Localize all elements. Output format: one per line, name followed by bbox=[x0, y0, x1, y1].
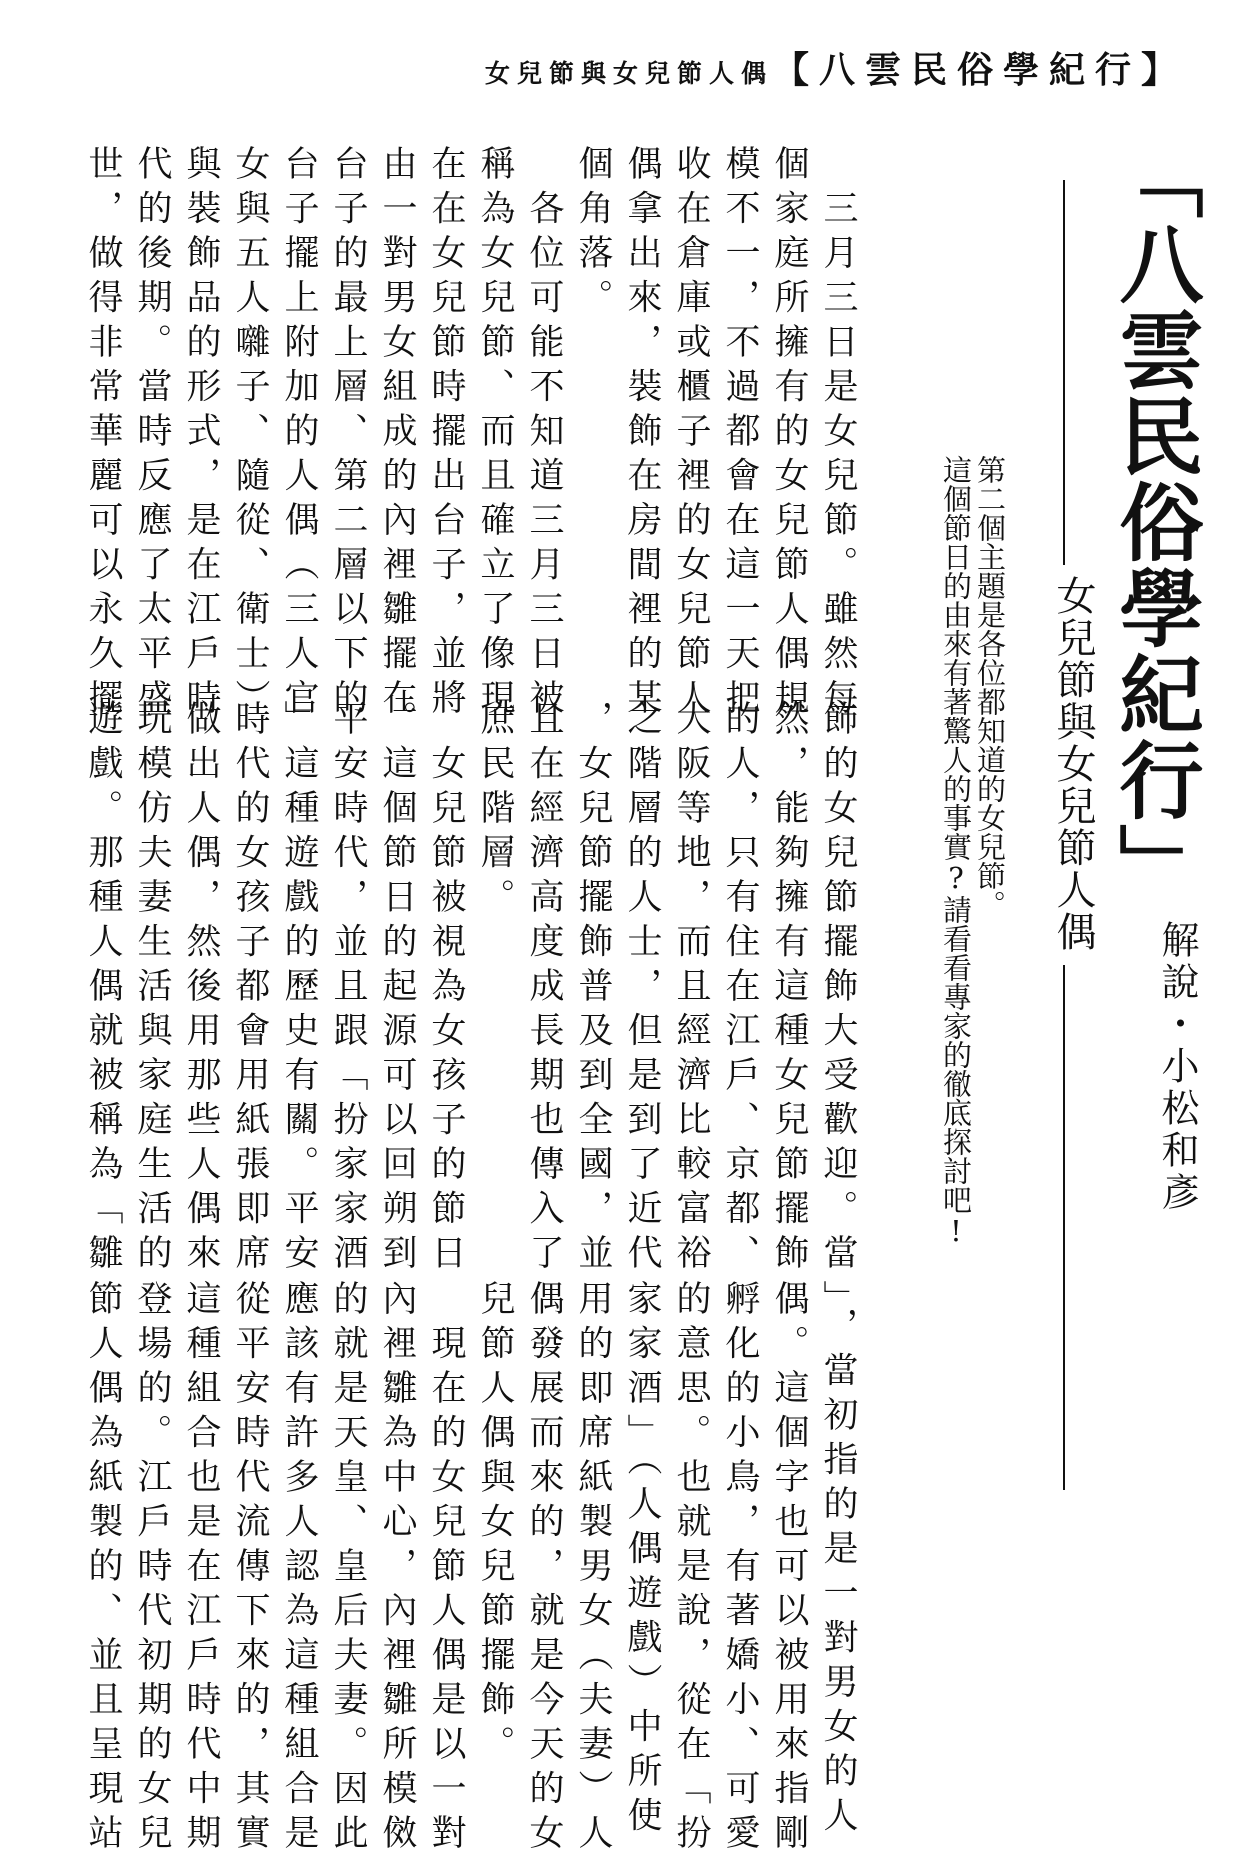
body-column: 收在倉庫或櫃子裡的女兒節人 bbox=[671, 145, 711, 724]
body-column: 現在的女兒節人偶是以一對 bbox=[426, 1280, 466, 1859]
body-column: 三月三日是女兒節。雖然每 bbox=[818, 145, 858, 724]
body-column: 女兒節被視為女孩子的節日 bbox=[426, 700, 466, 1279]
body-column: 內裡雛為中心，內裡雛所模傚 bbox=[377, 1280, 417, 1859]
author-byline: 解說・小松和彥 bbox=[1155, 920, 1199, 1214]
body-column: 且在經濟高度成長期也傳入了 bbox=[524, 700, 564, 1279]
body-block-top bbox=[78, 145, 862, 724]
body-column: 從平安時代流傳下來的，其實 bbox=[230, 1280, 270, 1859]
body-column: 的就是天皇、皇后夫妻。因此 bbox=[328, 1280, 368, 1859]
body-column: 這種組合也是在江戶時代中期 bbox=[181, 1280, 221, 1859]
body-column: 節人偶為紙製的、並且呈現站 bbox=[83, 1280, 123, 1859]
body-column: 飾的女兒節擺飾大受歡迎。當 bbox=[818, 700, 858, 1279]
body-column: ，女兒節擺飾普及到全國，並 bbox=[573, 700, 613, 1279]
body-column: 各位可能不知道三月三日被 bbox=[524, 145, 564, 724]
series-title: 【八雲民俗學紀行】 bbox=[772, 49, 1187, 91]
body-column: 個家庭所擁有的女兒節人偶規 bbox=[769, 145, 809, 724]
body-column: 玩模仿夫妻生活與家庭生活的 bbox=[132, 700, 172, 1279]
body-column: 」，當初指的是一對男女的人 bbox=[818, 1280, 858, 1841]
lead-paragraph bbox=[939, 455, 1007, 1248]
body-column: 家家酒」（人偶遊戲）中所使 bbox=[622, 1280, 662, 1841]
body-column: 個角落。 bbox=[573, 145, 613, 323]
body-column: 偶發展而來的，就是今天的女 bbox=[524, 1280, 564, 1859]
lead-line-2: 這個節日的由來有著驚人的事實?請看看專家的徹底探討吧! bbox=[939, 455, 973, 1248]
body-column: 然，能夠擁有這種女兒節擺飾 bbox=[769, 700, 809, 1279]
body-column: 的人，只有住在江戶、京都、 bbox=[720, 700, 760, 1279]
body-column: 兒節人偶與女兒節擺飾。 bbox=[475, 1280, 515, 1770]
subtitle-rule-bottom bbox=[1063, 965, 1065, 1490]
body-column: 偶。這個字也可以被用來指剛 bbox=[769, 1280, 809, 1859]
body-column: 孵化的小鳥，有著嬌小、可愛 bbox=[720, 1280, 760, 1859]
body-block-bottom bbox=[78, 1280, 862, 1859]
body-column: 女與五人囃子、隨從、衛士） bbox=[230, 145, 270, 724]
body-column: 台子擺上附加的人偶（三人官 bbox=[279, 145, 319, 724]
running-header bbox=[485, 42, 1187, 93]
body-column: 用的即席紙製男女（夫妻）人 bbox=[573, 1280, 613, 1859]
body-column: 平安時代，並且跟「扮家家酒 bbox=[328, 700, 368, 1279]
body-column: 遊戲。那種人偶就被稱為「雛 bbox=[83, 700, 123, 1279]
body-column: 時代的女孩子都會用紙張即席 bbox=[230, 700, 270, 1279]
body-column: 偶拿出來，裝飾在房間裡的某 bbox=[622, 145, 662, 724]
body-column: 世，做得非常華麗可以永久擺 bbox=[83, 145, 123, 724]
body-block-middle bbox=[78, 700, 862, 1279]
body-column: 之階層的人士，但是到了近代 bbox=[622, 700, 662, 1279]
body-column: 應該有許多人認為這種組合是 bbox=[279, 1280, 319, 1859]
body-column: 的意思。也就是說，從在「扮 bbox=[671, 1280, 711, 1859]
body-column: 與裝飾品的形式，是在江戶時 bbox=[181, 145, 221, 724]
body-column: 代的後期。當時反應了太平盛 bbox=[132, 145, 172, 724]
series-prefix: 女兒節與女兒節人偶 bbox=[484, 59, 773, 88]
body-column: 登場的。江戶時代初期的女兒 bbox=[132, 1280, 172, 1859]
body-column: 。這個節日的起源可以回朔到 bbox=[377, 700, 417, 1279]
body-column: 庶民階層。 bbox=[475, 700, 515, 923]
body-column: 模不一，不過都會在這一天把 bbox=[720, 145, 760, 724]
body-column: 稱為女兒節、而且確立了像現 bbox=[475, 145, 515, 724]
article-subtitle: 女兒節與女兒節人偶 bbox=[1050, 575, 1096, 953]
subtitle-rule-top bbox=[1063, 180, 1065, 565]
body-column: 」這種遊戲的歷史有關。平安 bbox=[279, 700, 319, 1279]
body-column: 由一對男女組成的內裡雛擺在 bbox=[377, 145, 417, 724]
body-column: 台子的最上層、第二層以下的 bbox=[328, 145, 368, 724]
body-column: 大阪等地，而且經濟比較富裕 bbox=[671, 700, 711, 1279]
article-title: 「八雲民俗學紀行」 bbox=[1106, 135, 1204, 909]
body-column: 在在女兒節時擺出台子，並將 bbox=[426, 145, 466, 724]
body-column: 做出人偶，然後用那些人偶來 bbox=[181, 700, 221, 1279]
lead-line-1: 第二個主題是各位都知道的女兒節。 bbox=[973, 455, 1007, 919]
